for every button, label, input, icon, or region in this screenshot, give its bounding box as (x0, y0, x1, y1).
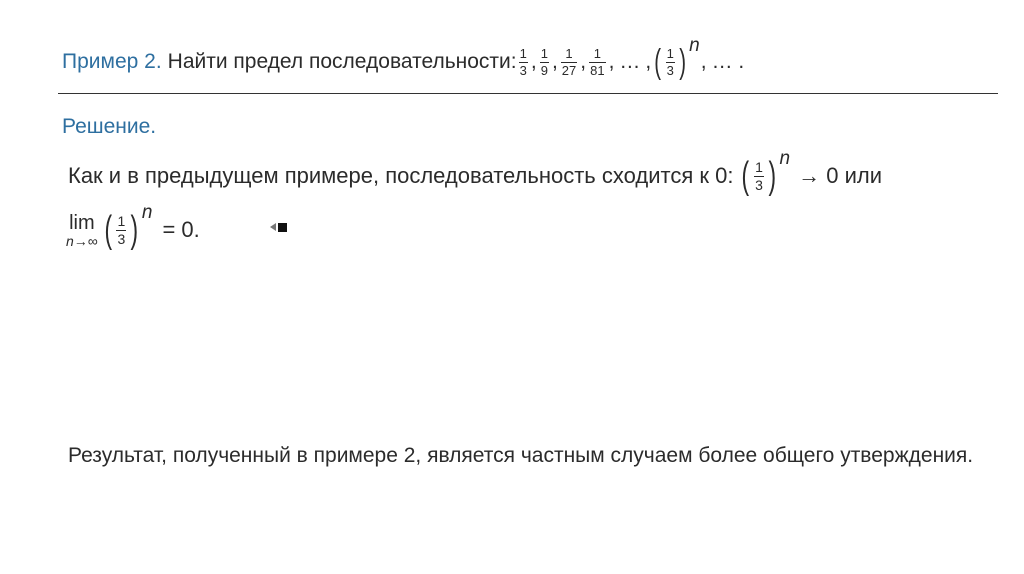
solution-heading: Решение. (62, 115, 157, 138)
general-term: ( $\frac{1}{3}$ ) n (654, 35, 700, 81)
exponent: n (689, 35, 700, 56)
title-divider (58, 93, 998, 94)
limit-operator: lim n→∞ (66, 212, 98, 249)
solution-power-1: ( $\frac{1}{3}$ ) n (741, 148, 791, 197)
conclusion-text: Результат, полученный в примере 2, является частным случаем более общего утверждения. (68, 444, 974, 467)
title-text: Найти предел последовательности: (167, 50, 517, 73)
sequence-term-2: $\frac{1}{9}$ (540, 45, 548, 78)
sequence-formula: $\frac{1}{3}$ , $\frac{1}{9}$ , $\frac{1}{27}$ , $\frac{1}{81}$ , … , ( $\frac{1}{3}$ ) n , … . (519, 35, 745, 81)
solution-line-2 (66, 200, 200, 260)
solution-power-2: ( $\frac{1}{3}$ ) n (104, 202, 153, 251)
solution-line-1 (68, 148, 998, 204)
sequence-term-1: $\frac{1}{3}$ (519, 45, 527, 78)
solution-text: Как и в предыдущем примере, последовательность сходится к 0: (68, 163, 734, 188)
ellipsis: … (619, 50, 641, 73)
limit-arrow-text: → 0 или (798, 163, 882, 188)
limit-result: = 0. (162, 217, 200, 242)
trailing-ellipsis: … . (711, 50, 745, 73)
sequence-term-4: $\frac{1}{81}$ (590, 45, 605, 78)
slide-title (62, 34, 1002, 90)
example-label: Пример 2. (62, 50, 162, 73)
sequence-term-3: $\frac{1}{27}$ (561, 45, 577, 78)
end-of-proof-icon (270, 221, 292, 233)
